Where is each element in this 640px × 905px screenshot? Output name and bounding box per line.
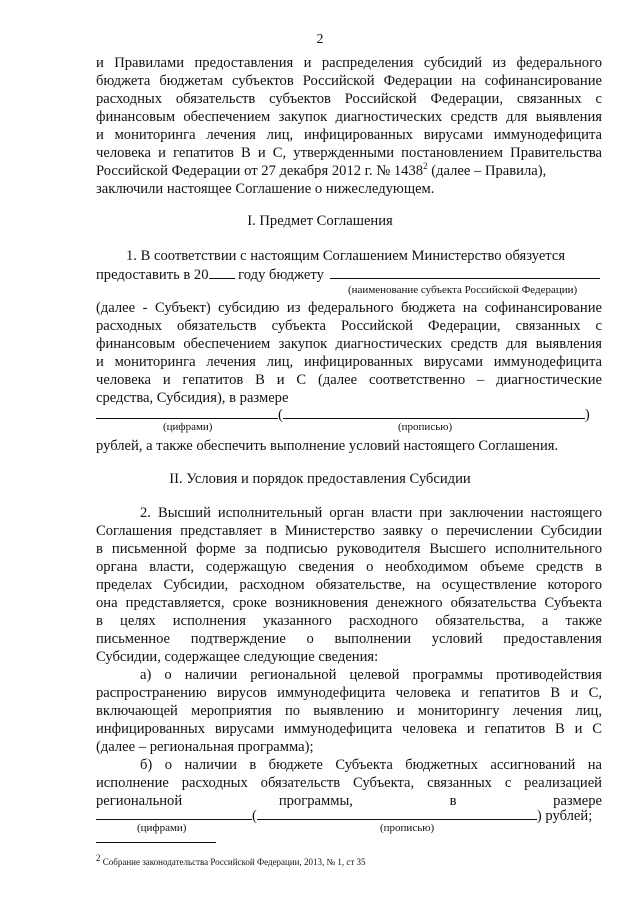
paragraph-line: в письменной форме за подписью руководителя Высшего исполнительного <box>96 541 602 557</box>
caption-digits: (цифрами) <box>163 421 213 433</box>
intro-line: расходных обязательств субъектов Российской Федерации, связанных с <box>96 91 602 107</box>
intro-line: человека и гепатитов В и С, утвержденными постановлением Правительства <box>96 145 602 161</box>
footnote-ref: 2 <box>423 161 428 172</box>
paragraph-word: региональной <box>96 793 183 809</box>
paragraph-line <box>96 265 602 284</box>
subject-name-blank[interactable] <box>330 265 600 279</box>
paragraph-word: программы, <box>278 793 353 809</box>
footnote-number: 2 <box>96 853 101 863</box>
caption-words: (прописью) <box>398 421 453 433</box>
amount-digits-blank[interactable] <box>96 405 278 419</box>
paragraph-line: включающей мероприятия по выявлению и мониторингу лечения лиц, <box>96 703 602 719</box>
caption-words: (прописью) <box>380 822 435 834</box>
footnote-divider <box>96 842 216 843</box>
intro-text: Российской Федерации от 27 декабря 2012 г. № 1438 <box>96 163 424 179</box>
paren-close: ) <box>584 407 590 423</box>
intro-line: и Правилами предоставления и распределения субсидий из федерального <box>96 55 602 71</box>
paragraph-line: (далее - Субъект) субсидию из федерального бюджета на софинансирование <box>96 300 602 316</box>
paragraph-line: она представляется, сроке возникновения денежного обязательства Субъекта <box>96 595 602 611</box>
paragraph-line: исполнение расходных обязательств Субъекта, связанных с реализацией <box>96 775 602 791</box>
paragraph-word: в <box>449 793 457 809</box>
amount-words-blank[interactable] <box>257 806 537 820</box>
intro-line: заключили настоящее Соглашение о нижеследующем. <box>96 181 435 197</box>
page-number: 2 <box>316 32 324 47</box>
paragraph-word: размере <box>553 793 602 809</box>
footnote <box>96 853 366 867</box>
paren-open: ( <box>278 407 283 423</box>
intro-line <box>96 162 602 180</box>
intro-line: финансовым обеспечением закупок диагностических средств для выявления <box>96 109 602 125</box>
year-blank[interactable] <box>209 265 235 279</box>
paragraph-line: средства, Субсидия), в размере <box>96 390 289 406</box>
paragraph-line: человека и гепатитов В и С (далее соответственно – диагностические <box>96 372 602 388</box>
intro-text: (далее – Правила), <box>427 163 547 179</box>
paragraph-line: а) о наличии региональной целевой программы противодействия <box>140 667 602 683</box>
section-heading: II. Условия и порядок предоставления Субсидии <box>169 471 471 487</box>
paragraph-line: письменное подтверждение о выполнении условий предоставления <box>96 631 602 647</box>
intro-line: и мониторинга лечения лиц, инфицированных вирусами иммунодефицита <box>96 127 602 143</box>
paragraph-line: рублей, а также обеспечить выполнение условий настоящего Соглашения. <box>96 438 559 454</box>
paragraph-line: распространению вирусов иммунодефицита человека и гепатитов В и С, <box>96 685 602 701</box>
caption-digits: (цифрами) <box>137 822 187 834</box>
paragraph-text: году бюджету <box>234 267 324 283</box>
section-heading: I. Предмет Соглашения <box>247 213 393 229</box>
paragraph-line: 1. В соответствии с настоящим Соглашением Министерство обязуется <box>126 248 566 264</box>
paragraph-line: органа власти, содержащую сведения о необходимом объеме средств в <box>96 559 602 575</box>
amount-words-blank[interactable] <box>283 405 585 419</box>
rubles-end: ) рублей; <box>536 808 593 824</box>
paren-open: ( <box>252 808 257 824</box>
paragraph-line: и мониторинга лечения лиц, инфицированных вирусами иммунодефицита <box>96 354 602 370</box>
paragraph-line: расходных обязательств субъекта Российской Федерации, связанных с <box>96 318 602 334</box>
paragraph-text: предоставить в 20 <box>96 267 209 283</box>
paragraph-line: пределах Субсидии, расходном обязательстве, на осуществление которого <box>96 577 602 593</box>
intro-line: бюджета бюджетам субъектов Российской Федерации на софинансирование <box>96 73 602 89</box>
paragraph-line: Соглашения представляет в Министерство заявку о перечислении Субсидии <box>96 523 602 539</box>
paragraph-line: Субсидии, содержащее следующие сведения: <box>96 649 379 665</box>
paragraph-line: в целях исполнения указанного расходного обязательства, а также <box>96 613 602 629</box>
paragraph-line: 2. Высший исполнительный орган власти при заключении настоящего <box>140 505 602 521</box>
paragraph-line: б) о наличии в бюджете Субъекта бюджетных ассигнований на <box>140 757 602 773</box>
paragraph-line: инфицированных вирусами иммунодефицита человека и гепатитов В и С <box>96 721 602 737</box>
paragraph-line: (далее – региональная программа); <box>96 739 314 755</box>
caption-subject: (наименование субъекта Российской Федерации) <box>348 284 578 296</box>
paragraph-line: финансовым обеспечением закупок диагностических средств для выявления <box>96 336 602 352</box>
footnote-text: Собрание законодательства Российской Федерации, 2013, № 1, ст 35 <box>100 857 366 867</box>
amount-digits-blank[interactable] <box>96 806 252 820</box>
